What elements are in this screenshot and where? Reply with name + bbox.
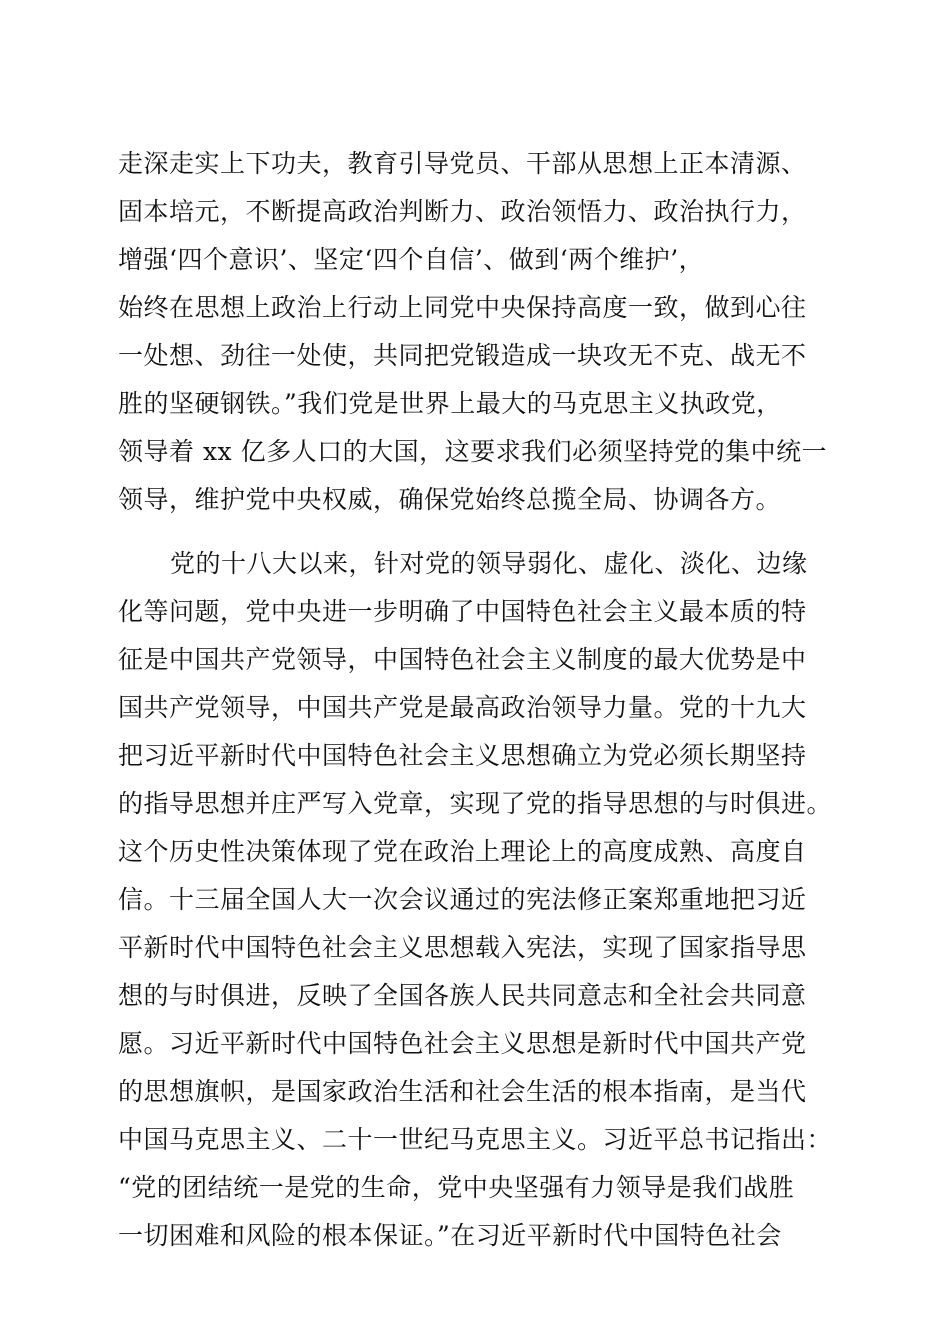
text-line: 愿。习近平新时代中国特色社会主义思想是新时代中国共产党 bbox=[118, 1029, 807, 1058]
text-line: 平新时代中国特色社会主义思想载入宪法，实现了国家指导思 bbox=[118, 933, 807, 962]
text-line: 征是中国共产党领导，中国特色社会主义制度的最大优势是中 bbox=[118, 645, 807, 674]
text-line: 想的与时俱进，反映了全国各族人民共同意志和全社会共同意 bbox=[118, 981, 807, 1010]
text-line: 信。十三届全国人大一次会议通过的宪法修正案郑重地把习近 bbox=[118, 885, 807, 914]
text-line: 领导着 xx 亿多人口的大国，这要求我们必须坚持党的集中统一 bbox=[118, 437, 828, 466]
text-line: 胜的坚硬钢铁。”我们党是世界上最大的马克思主义执政党， bbox=[118, 389, 782, 418]
text-line: 国共产党领导，中国共产党是最高政治领导力量。党的十九大 bbox=[118, 693, 807, 722]
paragraph-2 bbox=[118, 540, 838, 1260]
text-line: 的指导思想并庄严写入党章，实现了党的指导思想的与时俱进。 bbox=[118, 789, 833, 818]
paragraph-gap bbox=[118, 524, 838, 540]
text-line: 一处想、劲往一处使，共同把党锻造成一块攻无不克、战无不 bbox=[118, 341, 807, 370]
text-line: “党的团结统一是党的生命，党中央坚强有力领导是我们战胜 bbox=[118, 1173, 795, 1202]
text-line: 固本培元，不断提高政治判断力、政治领悟力、政治执行力， bbox=[118, 197, 807, 226]
text-line: 始终在思想上政治上行动上同党中央保持高度一致，做到心往 bbox=[118, 293, 807, 322]
text-line: 一切困难和风险的根本保证。”在习近平新时代中国特色社会 bbox=[118, 1221, 782, 1250]
text-line: 把习近平新时代中国特色社会主义思想确立为党必须长期坚持 bbox=[118, 741, 807, 770]
text-line: 化等问题，党中央进一步明确了中国特色社会主义最本质的特 bbox=[118, 597, 807, 626]
text-line: 走深走实上下功夫，教育引导党员、干部从思想上正本清源、 bbox=[118, 149, 807, 178]
paragraph-1 bbox=[118, 140, 838, 524]
text-line: 中国马克思主义、二十一世纪马克思主义。习近平总书记指出： bbox=[118, 1125, 833, 1154]
text-line: 党的十八大以来，针对党的领导弱化、虚化、淡化、边缘 bbox=[170, 549, 808, 578]
document-body bbox=[118, 140, 838, 1260]
text-line: 的思想旗帜，是国家政治生活和社会生活的根本指南，是当代 bbox=[118, 1077, 807, 1106]
text-line: 这个历史性决策体现了党在政治上理论上的高度成熟、高度自 bbox=[118, 837, 807, 866]
text-line: 领导，维护党中央权威，确保党始终总揽全局、协调各方。 bbox=[118, 485, 782, 514]
text-line: 增强‘四个意识’、坚定‘四个自信’、做到‘两个维护’， bbox=[118, 245, 705, 274]
